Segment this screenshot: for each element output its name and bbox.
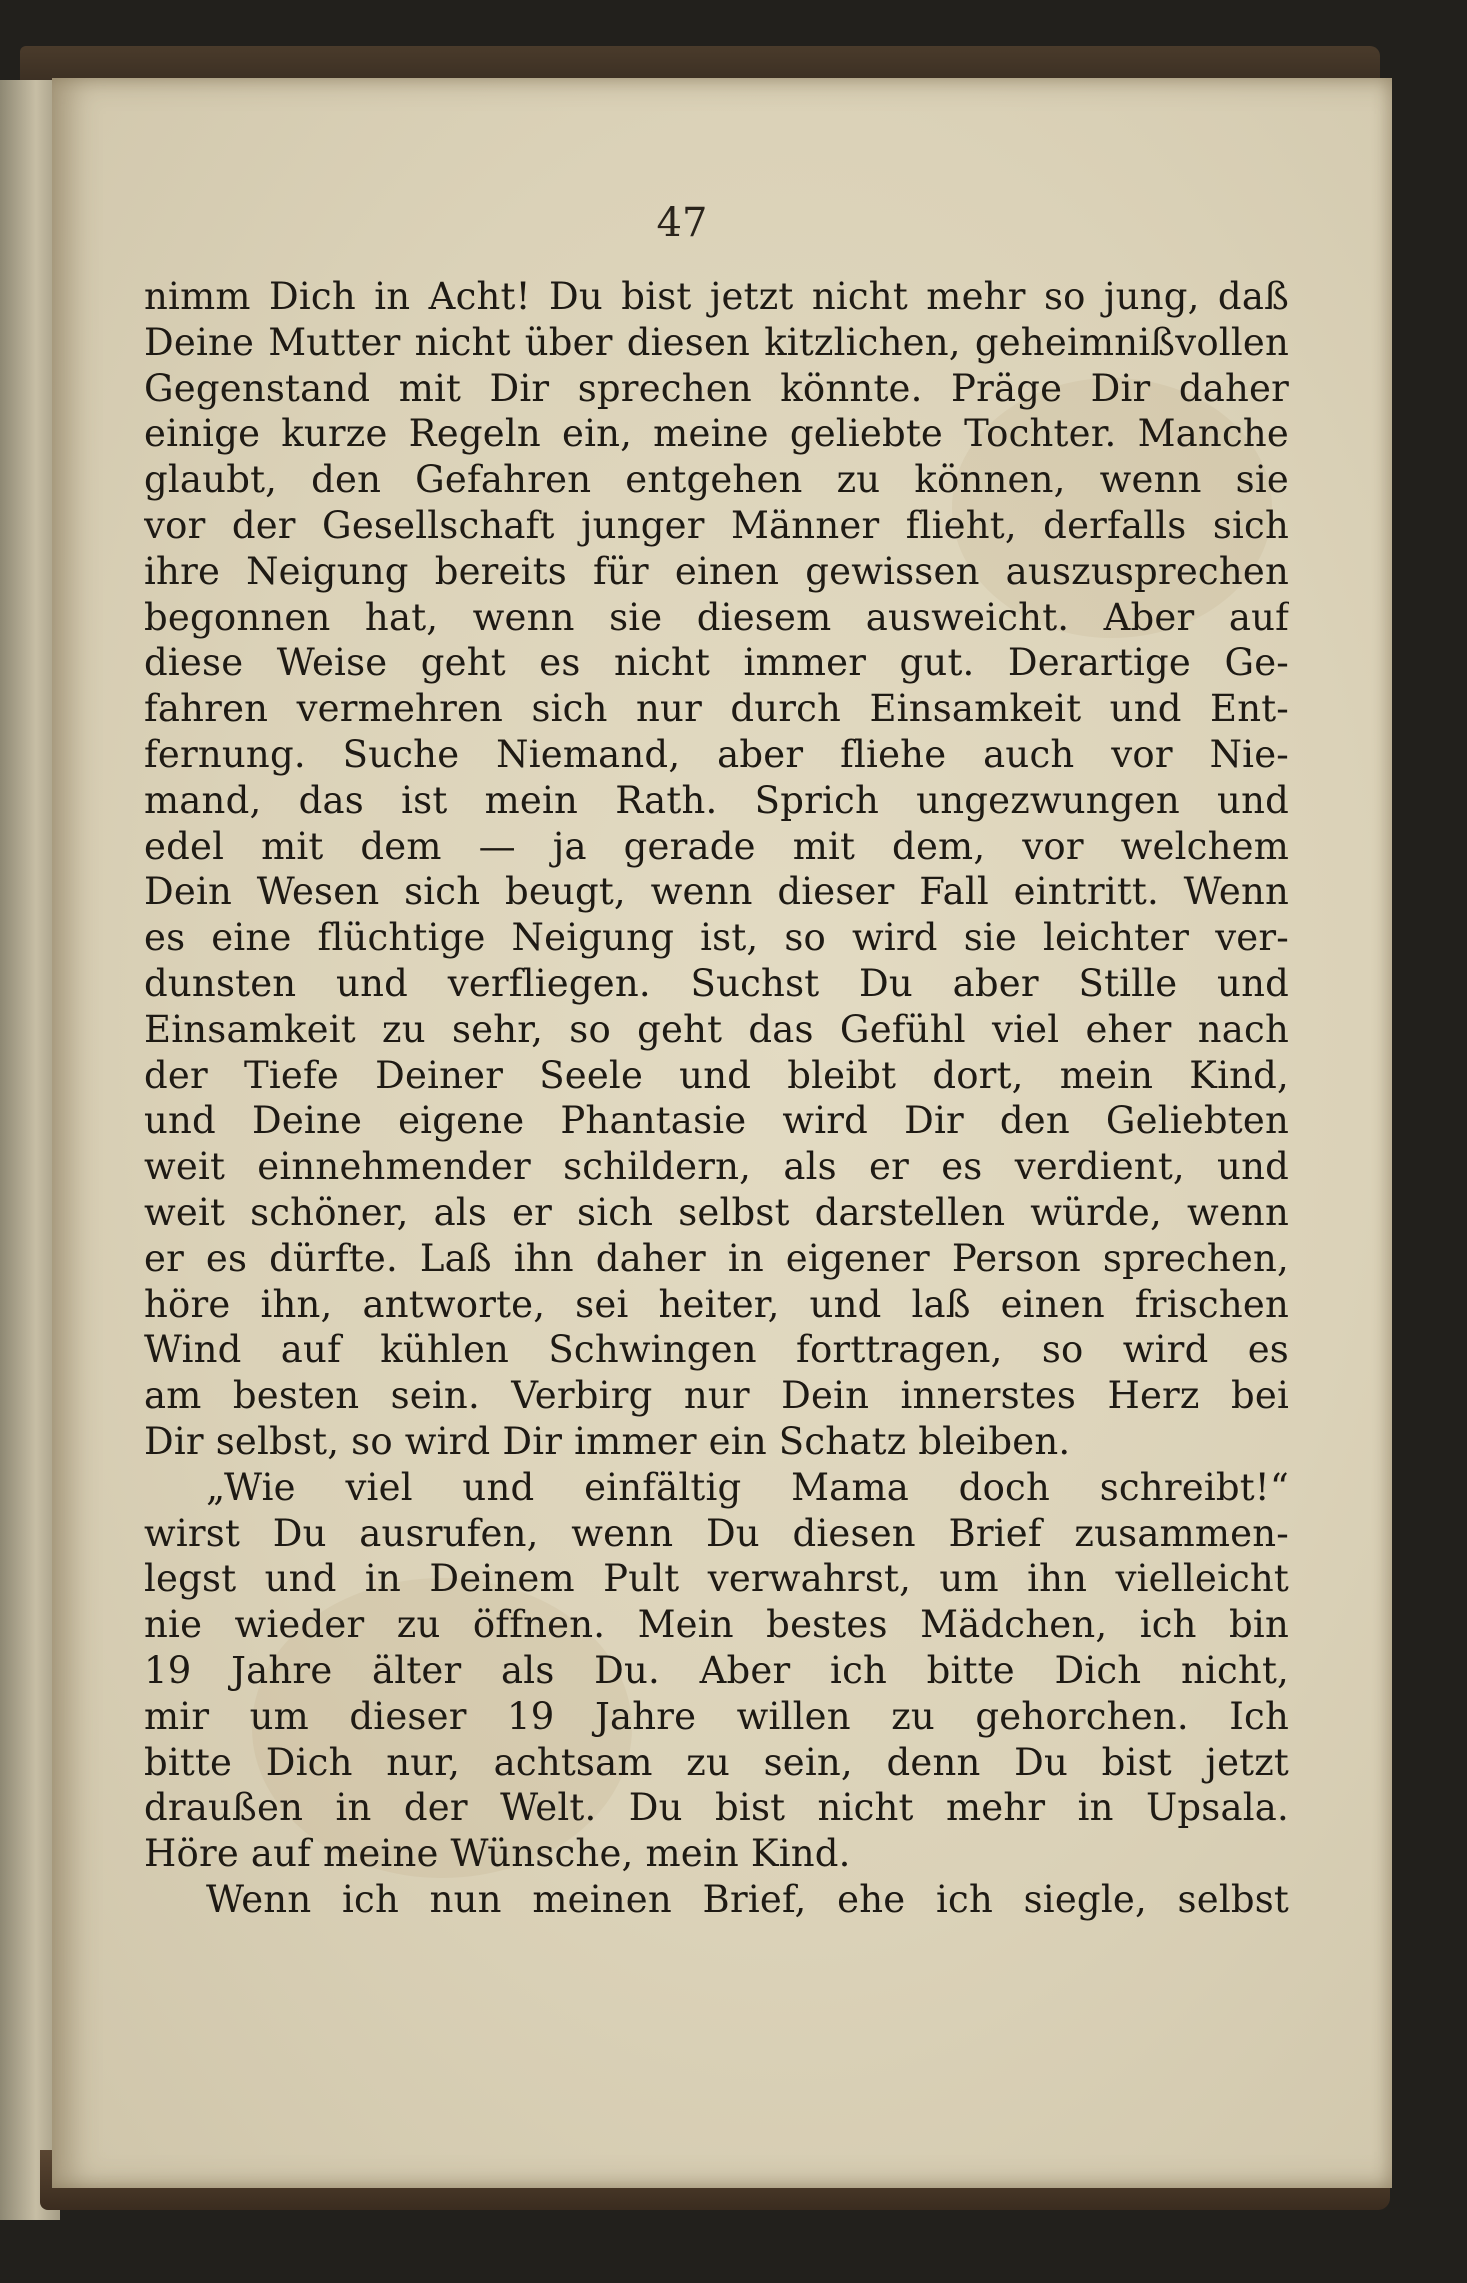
text-line: Höre auf meine Wünsche, mein Kind. xyxy=(144,1832,851,1876)
text-line: Wenn ich nun meinen Brief, ehe ich siegle, selbst xyxy=(206,1877,1289,1921)
text-line: bitte Dich nur, achtsam zu sein, denn Du bist jetzt xyxy=(144,1740,1289,1784)
text-line: edel mit dem — ja gerade mit dem, vor welchem xyxy=(144,824,1289,868)
text-line: dunsten und verfliegen. Suchst Du aber Stille und xyxy=(144,961,1289,1005)
text-line: Wind auf kühlen Schwingen forttragen, so wird es xyxy=(144,1328,1289,1372)
page-number: 47 xyxy=(656,200,708,246)
text-line: ihre Neigung bereits für einen gewissen auszusprechen xyxy=(144,549,1289,593)
text-line: mand, das ist mein Rath. Sprich ungezwungen und xyxy=(144,778,1289,822)
text-line: höre ihn, antworte, sei heiter, und laß einen frischen xyxy=(144,1282,1289,1326)
text-line: Gegenstand mit Dir sprechen könnte. Präge Dir daher xyxy=(144,366,1289,410)
text-line: 19 Jahre älter als Du. Aber ich bitte Dich nicht, xyxy=(144,1648,1289,1692)
text-line: fahren vermehren sich nur durch Einsamkeit und Ent- xyxy=(144,687,1289,731)
text-line: der Tiefe Deiner Seele und bleibt dort, mein Kind, xyxy=(144,1053,1289,1097)
text-line: Dir selbst, so wird Dir immer ein Schatz bleiben. xyxy=(144,1419,1071,1463)
text-line: einige kurze Regeln ein, meine geliebte Tochter. Manche xyxy=(144,412,1289,456)
text-line: am besten sein. Verbirg nur Dein innerstes Herz bei xyxy=(144,1374,1289,1418)
text-line: mir um dieser 19 Jahre willen zu gehorchen. Ich xyxy=(144,1694,1289,1738)
text-line: legst und in Deinem Pult verwahrst, um ihn vielleicht xyxy=(144,1557,1289,1601)
text-line: draußen in der Welt. Du bist nicht mehr in Upsala. xyxy=(144,1786,1289,1830)
text-line: weit einnehmender schildern, als er es verdient, und xyxy=(144,1145,1289,1189)
facing-page-edge xyxy=(0,80,60,2220)
text-line: wirst Du ausrufen, wenn Du diesen Brief zusammen- xyxy=(144,1511,1289,1555)
text-line: Einsamkeit zu sehr, so geht das Gefühl viel eher nach xyxy=(144,1007,1289,1051)
text-line: es eine flüchtige Neigung ist, so wird sie leichter ver- xyxy=(144,916,1289,960)
text-line: Deine Mutter nicht über diesen kitzlichen, geheimnißvollen xyxy=(144,320,1289,364)
text-line: „Wie viel und einfältig Mama doch schreibt!“ xyxy=(206,1465,1289,1509)
text-line: und Deine eigene Phantasie wird Dir den Geliebten xyxy=(144,1099,1289,1143)
text-line: nie wieder zu öffnen. Mein bestes Mädchen, ich bin xyxy=(144,1603,1289,1647)
text-line: glaubt, den Gefahren entgehen zu können, wenn sie xyxy=(144,458,1289,502)
text-line: begonnen hat, wenn sie diesem ausweicht. Aber auf xyxy=(144,595,1289,639)
text-line: er es dürfte. Laß ihn daher in eigener Person sprechen, xyxy=(144,1236,1289,1280)
text-line: fernung. Suche Niemand, aber fliehe auch vor Nie- xyxy=(144,732,1289,776)
text-line: diese Weise geht es nicht immer gut. Derartige Ge- xyxy=(144,641,1289,685)
text-line: nimm Dich in Acht! Du bist jetzt nicht mehr so jung, daß xyxy=(144,275,1289,318)
body-text xyxy=(144,274,1289,1923)
book-page xyxy=(52,78,1392,2188)
text-line: vor der Gesellschaft junger Männer flieht, derfalls sich xyxy=(144,503,1289,547)
text-line: Dein Wesen sich beugt, wenn dieser Fall eintritt. Wenn xyxy=(144,870,1289,914)
text-line: weit schöner, als er sich selbst darstellen würde, wenn xyxy=(144,1190,1289,1234)
